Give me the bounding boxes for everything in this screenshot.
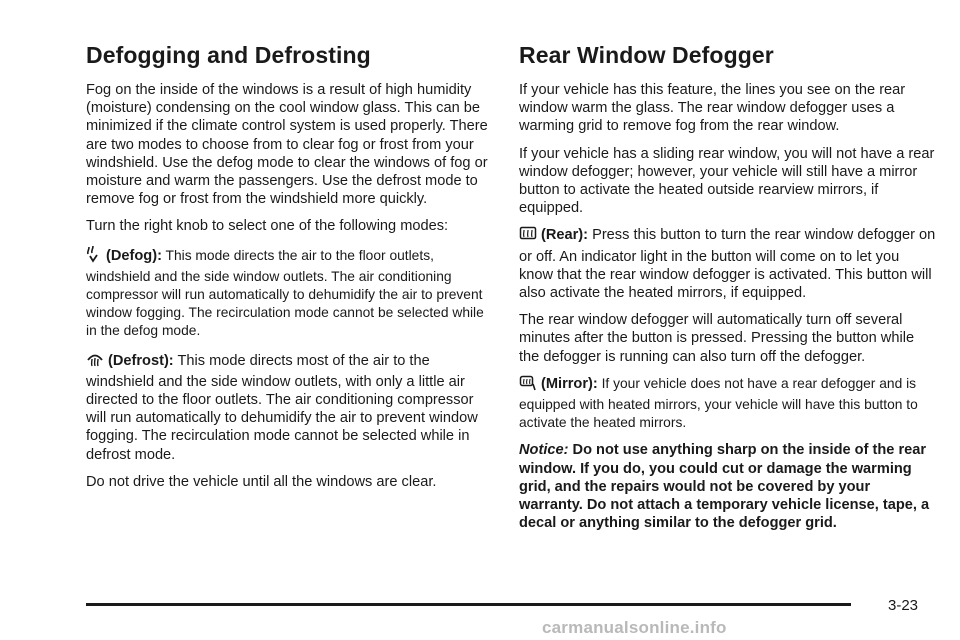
- defrost-term: (Defrost):: [108, 352, 174, 369]
- paragraph-auto-off: The rear window defogger will automatically turn off several minutes after the button is pressed. Pressing the button while the defogger is running can also turn off the defogger.: [519, 312, 915, 365]
- mirror-description: If your vehicle does not have a rear defogger and is equipped with heated mirrors, your vehicle will have this button to activate the heated mirrors.: [519, 375, 918, 431]
- rear-description: Press this button to turn the rear window defogger on or off. An indicator light in the button will come on to let you know that the rear window defogger is activated. This button will also activate the heated mirrors, if equipped.: [519, 227, 936, 302]
- notice-text: Do not use anything sharp on the inside of the rear window. If you do, you could cut or damage the warming grid, and the repairs would not be covered by your warranty. Do not attach a temporary vehicle license, tape, a decal or anything similar to the defogger grid.: [519, 442, 930, 532]
- rear-defogger-icon: [519, 226, 537, 247]
- section-title-rear-defogger: Rear Window Defogger: [519, 42, 774, 68]
- section-title-defogging: Defogging and Defrosting: [86, 42, 371, 68]
- paragraph-fog-intro: Fog on the inside of the windows is a result of high humidity (moisture) condensing on the cool window glass. This can be minimized if the climate control system is used properly. There are two modes to choose from to clear fog or frost from your windshield. Use the defog mode to clear the windows of fog or moisture and warm the passengers. Use the defrost mode to remove fog or frost from the windshield more quickly.: [86, 82, 488, 208]
- paragraph-rear-feature: If your vehicle has this feature, the lines you see on the rear window warm the glass. The rear window defogger uses a warming grid to remove fog from the rear window.: [519, 82, 906, 135]
- paragraph-turn-knob: Turn the right knob to select one of the following modes:: [86, 218, 449, 235]
- mirror-term: (Mirror):: [541, 375, 598, 392]
- notice-block: [519, 441, 937, 532]
- paragraph-mirror-button: [519, 375, 937, 433]
- paragraph-defrost-mode: [86, 350, 494, 464]
- paragraph-defog-mode: [86, 245, 494, 341]
- defog-term: (Defog):: [106, 247, 162, 264]
- rear-term: (Rear):: [541, 227, 589, 244]
- defrost-icon: [86, 350, 104, 373]
- footer-rule: [86, 603, 851, 606]
- defrost-description: This mode directs most of the air to the windshield and the side window outlets, with only a little air directed to the floor outlets. The air conditioning compressor will run automatically to dehumidify the air to prevent window fogging. The recirculation mode cannot be selected while in defrost mode.: [86, 352, 478, 463]
- paragraph-rear-button: [519, 226, 937, 302]
- defog-description: This mode directs the air to the floor outlets, windshield and the side window outlets. The air conditioning compressor will run automatically to dehumidify the air to prevent window fogging. The recirculation mode cannot be selected while in the defog mode.: [86, 247, 484, 339]
- left-column: [86, 42, 494, 500]
- page-number: 3-23: [888, 597, 919, 614]
- notice-label: Notice:: [519, 442, 569, 459]
- paragraph-do-not-drive: Do not drive the vehicle until all the windows are clear.: [86, 473, 437, 490]
- defog-icon: [86, 245, 102, 268]
- heated-mirror-icon: [519, 375, 537, 396]
- paragraph-sliding-window: If your vehicle has a sliding rear window, you will not have a rear window defogger; however, your vehicle will still have a mirror button to activate the heated outside rearview mirrors, if equipped.: [519, 145, 935, 217]
- right-column: [519, 42, 937, 541]
- watermark: carmanualsonline.info: [542, 618, 727, 637]
